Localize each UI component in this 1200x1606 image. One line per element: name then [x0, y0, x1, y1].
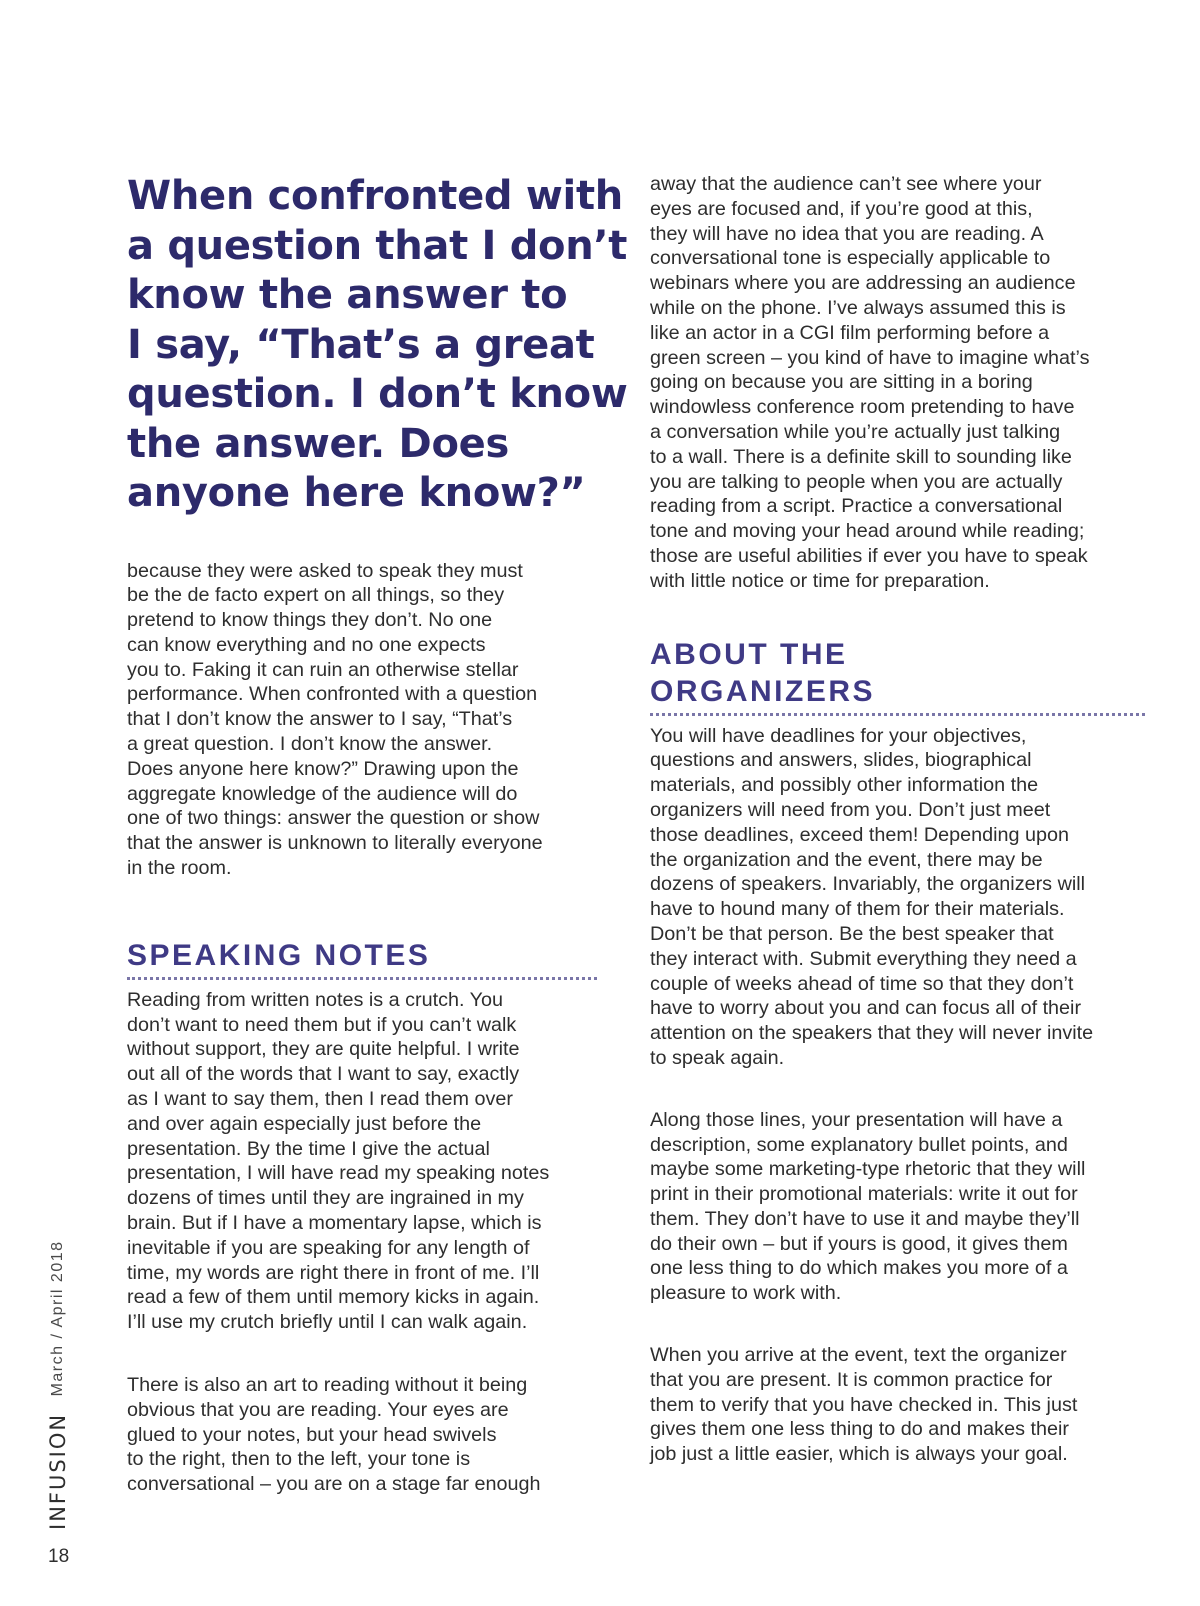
text-line: do their own – but if yours is good, it gives them — [650, 1232, 1068, 1255]
pull-quote — [127, 172, 628, 519]
text-line: time, my words are right there in front of me. I’ll — [127, 1261, 540, 1284]
text-line: job just a little easier, which is always your goal. — [650, 1443, 1068, 1466]
text-line: aggregate knowledge of the audience will do — [127, 782, 518, 805]
about-organizers-heading — [650, 636, 1145, 710]
text-line: going on because you are sitting in a boring — [650, 371, 1033, 394]
text-line: one of two things: answer the question or show — [127, 807, 540, 830]
heading-line: SPEAKING NOTES — [127, 938, 431, 972]
left-column — [127, 172, 628, 1497]
text-line: Does anyone here know?” Drawing upon the — [127, 757, 519, 780]
pull-quote-line: a question that I don’t — [127, 222, 628, 269]
text-line: pretend to know things they don’t. No one — [127, 609, 493, 632]
text-line: There is also an art to reading without it being — [127, 1374, 528, 1397]
text-line: maybe some marketing-type rhetoric that they will — [650, 1158, 1086, 1181]
text-line: attention on the speakers that they will never invite — [650, 1022, 1094, 1045]
text-line: green screen – you kind of have to imagine what’s — [650, 346, 1090, 369]
text-line: without support, they are quite helpful. I write — [127, 1038, 520, 1061]
text-line: out all of the words that I want to say, exactly — [127, 1063, 520, 1086]
paragraph-about-organizers — [650, 724, 1145, 1071]
magazine-sidebar — [46, 1240, 70, 1530]
text-line: tone and moving your head around while reading; — [650, 520, 1085, 543]
text-line: read a few of them until memory kicks in again. — [127, 1286, 540, 1309]
text-line: a great question. I don’t know the answer. — [127, 733, 493, 756]
text-line: the organization and the event, there may be — [650, 848, 1043, 871]
text-line: brain. But if I have a momentary lapse, which is — [127, 1212, 542, 1235]
issue-date: March / April 2018 — [49, 1240, 66, 1397]
text-line: organizers will need from you. Don’t just meet — [650, 798, 1051, 821]
text-line: don’t want to need them but if you can’t walk — [127, 1013, 517, 1036]
text-line: dozens of speakers. Invariably, the organizers will — [650, 873, 1086, 896]
text-line: like an actor in a CGI film performing before a — [650, 321, 1050, 344]
text-line: performance. When confronted with a question — [127, 683, 538, 706]
text-line: obvious that you are reading. Your eyes are — [127, 1398, 509, 1421]
text-line: to the right, then to the left, your tone is — [127, 1448, 471, 1471]
text-line: dozens of times until they are ingrained in my — [127, 1187, 524, 1210]
text-line: When you arrive at the event, text the organizer — [650, 1344, 1067, 1367]
text-line: have to worry about you and can focus all of their — [650, 997, 1082, 1020]
text-line: that you are present. It is common practice for — [650, 1368, 1053, 1391]
text-line: they interact with. Submit everything they need a — [650, 947, 1077, 970]
text-line: questions and answers, slides, biographical — [650, 749, 1032, 772]
paragraph-arrival — [650, 1343, 1145, 1467]
text-line: glued to your notes, but your head swivels — [127, 1423, 497, 1446]
text-line: webinars where you are addressing an audience — [650, 272, 1076, 295]
text-line: that I don’t know the answer to I say, “That’s — [127, 708, 513, 731]
text-line: they will have no idea that you are reading. A — [650, 222, 1044, 245]
text-line: to speak again. — [650, 1046, 785, 1069]
text-line: those are useful abilities if ever you have to speak — [650, 544, 1088, 567]
paragraph-speaking-notes — [127, 988, 597, 1335]
text-line: windowless conference room pretending to have — [650, 396, 1075, 419]
text-line: as I want to say them, then I read them over — [127, 1088, 513, 1111]
text-line: them. They don’t have to use it and maybe they’ll — [650, 1207, 1080, 1230]
pull-quote-line: anyone here know?” — [127, 470, 586, 516]
text-line: presentation. By the time I give the actual — [127, 1137, 490, 1160]
pull-quote-line: the answer. Does — [127, 420, 509, 467]
text-line: you are talking to people when you are actually — [650, 470, 1063, 493]
text-line: in the room. — [127, 857, 232, 880]
pull-quote-line: When confronted with — [127, 173, 623, 219]
text-line: description, some explanatory bullet points, and — [650, 1133, 1068, 1156]
text-line: that the answer is unknown to literally everyone — [127, 832, 543, 855]
text-line: can know everything and no one expects — [127, 633, 486, 656]
text-line: You will have deadlines for your objectives, — [650, 724, 1027, 747]
text-line: conversational – you are on a stage far enough — [127, 1473, 541, 1496]
text-line: I’ll use my crutch briefly until I can walk again. — [127, 1311, 528, 1334]
heading-line: ABOUT THE — [650, 637, 848, 671]
text-line: with little notice or time for preparation. — [650, 569, 990, 592]
text-line: them to verify that you have checked in. This just — [650, 1393, 1078, 1416]
text-line: a conversation while you’re actually just talking — [650, 420, 1061, 443]
text-line: reading from a script. Practice a conversational — [650, 495, 1063, 518]
pull-quote-line: I say, “That’s a great — [127, 321, 595, 368]
text-line: Don’t be that person. Be the best speaker that — [650, 922, 1054, 945]
page-number: 18 — [48, 1546, 70, 1567]
text-line: presentation, I will have read my speaking notes — [127, 1162, 550, 1185]
text-line: inevitable if you are speaking for any length of — [127, 1236, 530, 1259]
magazine-logo: INFUSION — [46, 1412, 70, 1530]
text-line: conversational tone is especially applicable to — [650, 247, 1051, 270]
text-line: one less thing to do which makes you more of a — [650, 1257, 1068, 1280]
text-line: be the de facto expert on all things, so they — [127, 584, 505, 607]
text-line: those deadlines, exceed them! Depending upon — [650, 823, 1070, 846]
text-line: have to hound many of them for their materials. — [650, 898, 1065, 921]
pull-quote-line: know the answer to — [127, 272, 568, 318]
dotted-divider — [650, 713, 1145, 716]
text-line: and over again especially just before the — [127, 1112, 482, 1135]
dotted-divider — [127, 977, 597, 980]
text-line: while on the phone. I’ve always assumed this is — [650, 296, 1066, 319]
pull-quote-line: question. I don’t know — [127, 371, 628, 417]
paragraph-intro — [127, 559, 597, 881]
text-line: eyes are focused and, if you’re good at this, — [650, 197, 1033, 220]
text-line: because they were asked to speak they must — [127, 559, 523, 582]
text-line: gives them one less thing to do and makes their — [650, 1418, 1069, 1441]
text-line: you to. Faking it can ruin an otherwise stellar — [127, 658, 519, 681]
text-line: to a wall. There is a definite skill to sounding like — [650, 445, 1072, 468]
heading-line: ORGANIZERS — [650, 674, 876, 708]
paragraph-presentation-description — [650, 1108, 1145, 1306]
speaking-notes-heading — [127, 937, 597, 974]
text-line: print in their promotional materials: write it out for — [650, 1183, 1078, 1206]
paragraph-reading-art — [127, 1373, 597, 1497]
text-line: Along those lines, your presentation will have a — [650, 1108, 1063, 1131]
text-line: away that the audience can’t see where your — [650, 173, 1042, 195]
right-column — [650, 172, 1145, 1467]
text-line: Reading from written notes is a crutch. You — [127, 988, 504, 1011]
paragraph-continued — [650, 172, 1145, 594]
text-line: materials, and possibly other information the — [650, 774, 1039, 797]
text-line: couple of weeks ahead of time so that they don’t — [650, 972, 1074, 995]
text-line: pleasure to work with. — [650, 1282, 842, 1305]
